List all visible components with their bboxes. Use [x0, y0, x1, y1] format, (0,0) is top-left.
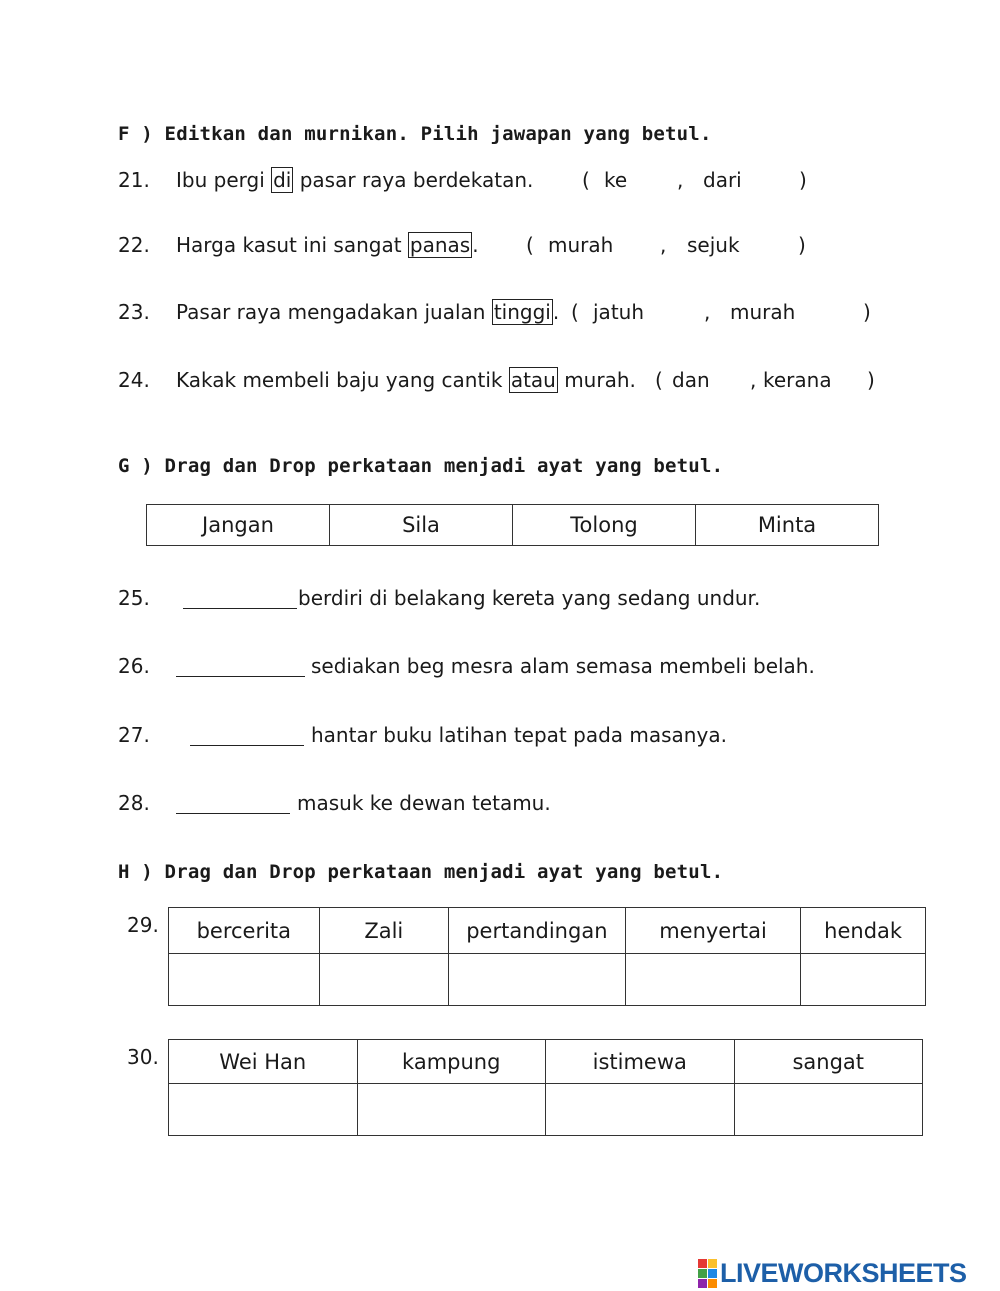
drag-word-kampung[interactable]: kampung: [357, 1040, 546, 1084]
drop-blank-26[interactable]: [176, 658, 305, 677]
option-murah-2[interactable]: murah: [730, 300, 796, 324]
drag-word-jangan[interactable]: Jangan: [147, 505, 330, 546]
drag-word-sangat[interactable]: sangat: [734, 1040, 923, 1084]
option-jatuh[interactable]: jatuh: [593, 300, 645, 324]
drag-word-menyertai[interactable]: menyertai: [625, 908, 801, 954]
question-26-number: 26.: [118, 654, 150, 678]
question-25-text: berdiri di belakang kereta yang sedang undur.: [298, 586, 761, 610]
drop-slot-30-1[interactable]: [169, 1084, 358, 1136]
section-f-heading: F ) Editkan dan murnikan. Pilih jawapan yang betul.: [118, 123, 712, 145]
drop-blank-27[interactable]: [190, 727, 304, 746]
word-bank-g: [146, 504, 879, 546]
drop-slot-29-3[interactable]: [448, 954, 625, 1006]
drop-slot-30-3[interactable]: [546, 1084, 735, 1136]
drag-word-tolong[interactable]: Tolong: [513, 505, 696, 546]
question-24-sentence: Kakak membeli baju yang cantik atau murah.: [176, 368, 636, 392]
section-h-heading: H ) Drag dan Drop perkataan menjadi ayat yang betul.: [118, 861, 724, 883]
question-26-text: sediakan beg mesra alam semasa membeli belah.: [311, 654, 815, 678]
question-22-sentence: Harga kasut ini sangat panas .: [176, 233, 479, 257]
option-dari[interactable]: dari: [703, 168, 742, 192]
drag-word-minta[interactable]: Minta: [696, 505, 879, 546]
question-27-text: hantar buku latihan tepat pada masanya.: [311, 723, 727, 747]
drag-word-bercerita[interactable]: bercerita: [169, 908, 320, 954]
option-ke[interactable]: ke: [604, 168, 628, 192]
question-30-number: 30.: [127, 1045, 159, 1069]
question-22-number: 22.: [118, 233, 150, 257]
question-23-number: 23.: [118, 300, 150, 324]
error-word: atau: [510, 368, 556, 392]
question-21: [118, 168, 150, 192]
drag-word-pertandingan[interactable]: pertandingan: [448, 908, 625, 954]
error-word: panas: [409, 233, 471, 257]
drop-slot-29-5[interactable]: [801, 954, 926, 1006]
word-table-30: [168, 1039, 923, 1136]
drag-word-wei-han[interactable]: Wei Han: [169, 1040, 358, 1084]
option-murah[interactable]: murah: [548, 233, 614, 257]
option-kerana[interactable]: kerana: [763, 368, 832, 392]
liveworksheets-logo: [698, 1258, 967, 1289]
question-28-number: 28.: [118, 791, 150, 815]
question-23-sentence: Pasar raya mengadakan jualan tinggi .: [176, 300, 560, 324]
drop-blank-28[interactable]: [176, 795, 290, 814]
question-number: 21.: [118, 168, 150, 192]
drop-slot-29-1[interactable]: [169, 954, 320, 1006]
drop-blank-25[interactable]: [183, 590, 297, 609]
question-28-text: masuk ke dewan tetamu.: [297, 791, 551, 815]
question-27-number: 27.: [118, 723, 150, 747]
drag-word-sila[interactable]: Sila: [330, 505, 513, 546]
liveworksheets-logo-text: LIVEWORKSHEETS: [720, 1258, 967, 1288]
drop-slot-30-4[interactable]: [734, 1084, 923, 1136]
question-24-number: 24.: [118, 368, 150, 392]
option-sejuk[interactable]: sejuk: [687, 233, 740, 257]
drop-slot-30-2[interactable]: [357, 1084, 546, 1136]
question-29-number: 29.: [127, 913, 159, 937]
drag-word-zali[interactable]: Zali: [319, 908, 448, 954]
liveworksheets-logo-icon: [698, 1259, 717, 1288]
error-word: tinggi: [493, 300, 551, 324]
question-21-sentence: Ibu pergi di pasar raya berdekatan.: [176, 168, 534, 192]
option-dan[interactable]: dan: [672, 368, 710, 392]
drag-word-istimewa[interactable]: istimewa: [546, 1040, 735, 1084]
question-25-number: 25.: [118, 586, 150, 610]
word-table-29: [168, 907, 926, 1006]
drop-slot-29-4[interactable]: [625, 954, 801, 1006]
drop-slot-29-2[interactable]: [319, 954, 448, 1006]
error-word: di: [273, 168, 292, 192]
section-g-heading: G ) Drag dan Drop perkataan menjadi ayat yang betul.: [118, 455, 724, 477]
drag-word-hendak[interactable]: hendak: [801, 908, 926, 954]
